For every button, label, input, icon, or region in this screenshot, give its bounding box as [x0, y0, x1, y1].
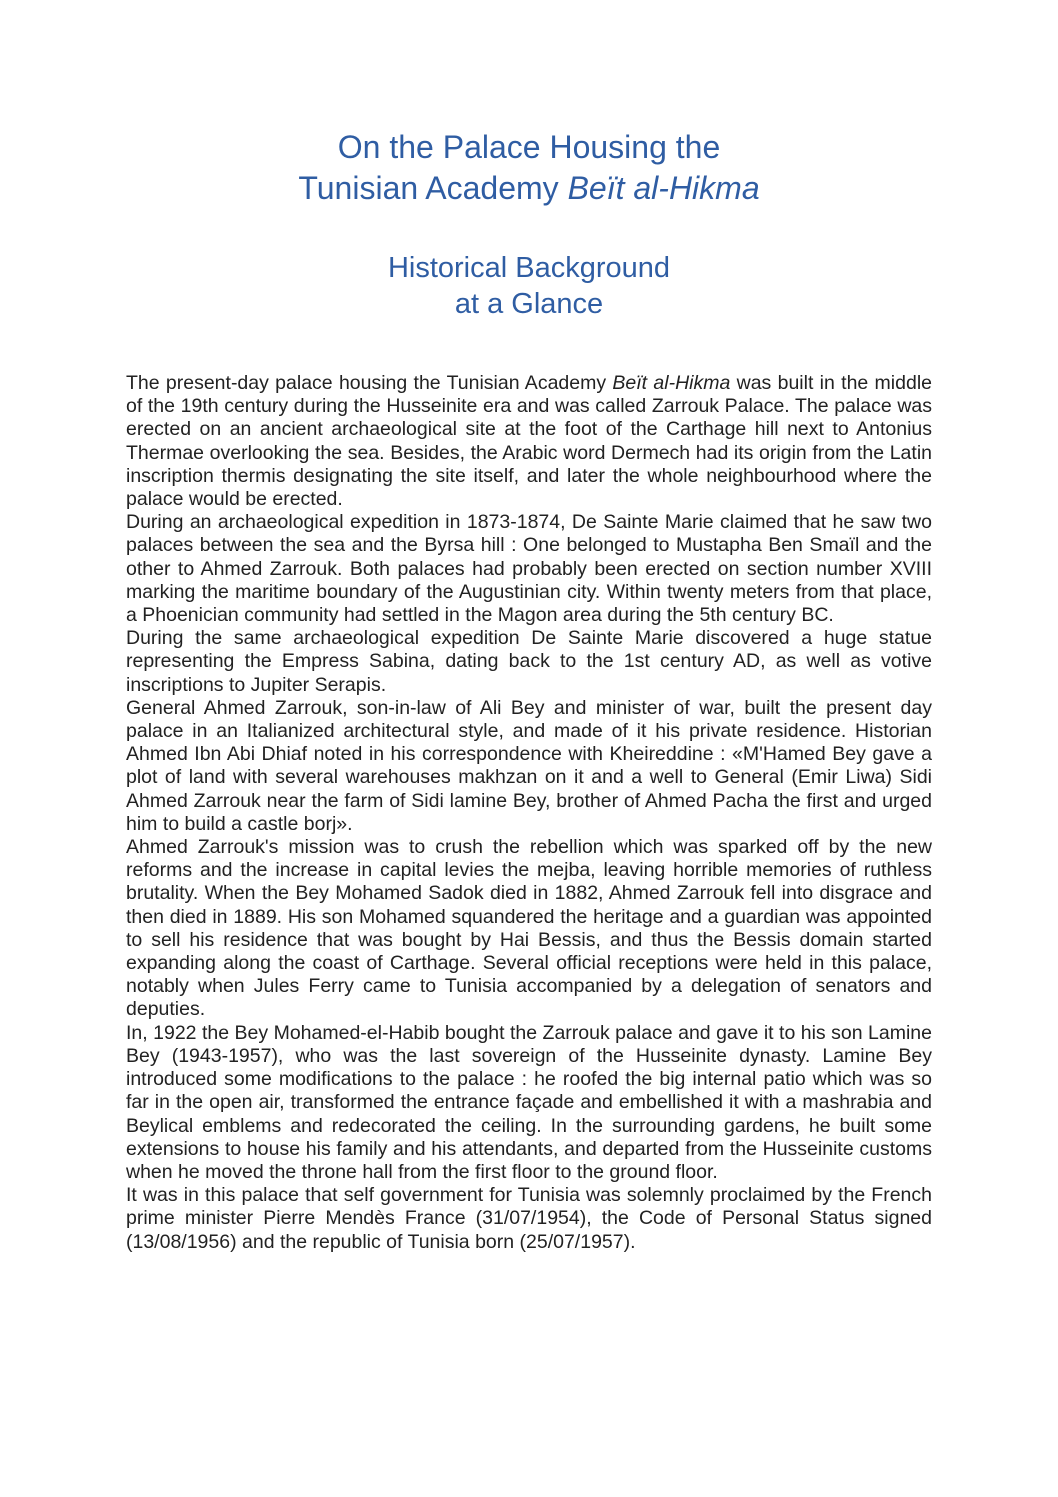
paragraph-2: During an archaeological expedition in 1873-1874, De Sainte Marie claimed that he saw two palaces between the sea and the Byrsa hill : One belonged to Mustapha Ben Smaïl and the other to Ahmed Zarrouk. Both palaces had probably been erected on section number XVIII marking the maritime boundary of the Augustinian city. Within twenty meters from that place, a Phoenician community had settled in the Magon area during the 5th century BC. — [126, 511, 932, 627]
paragraph-1-prefix: The present-day palace housing the Tunisian Academy — [126, 372, 613, 394]
document-body — [126, 372, 932, 1254]
title-italic-name: Beït al-Hikma — [567, 170, 760, 206]
paragraph-1 — [126, 372, 932, 511]
subtitle-line-1: Historical Background — [387, 252, 671, 284]
paragraph-4: General Ahmed Zarrouk, son-in-law of Ali Bey and minister of war, built the present day palace in an Italianized architectural style, and made of it his private residence. Historian Ahmed Ibn Abi Dhiaf noted in his correspondence with Kheireddine : «M'Hamed Bey gave a plot of land with several warehouses makhzan on it and a well to General (Emir Liwa) Sidi Ahmed Zarrouk near the farm of Sidi lamine Bey, brother of Ahmed Pacha the first and urged him to build a castle borj». — [126, 696, 932, 835]
paragraph-1-italic-name: Beït al-Hikma — [612, 372, 731, 394]
paragraph-6: In, 1922 the Bey Mohamed-el-Habib bought the Zarrouk palace and gave it to his son Lamine Bey (1943-1957), who was the last sovereign of the Husseinite dynasty. Lamine Bey introduced some modifications to the palace : he roofed the big internal patio which was so far in the open air, transformed the entrance façade and embellished it with a mashrabia and Beylical emblems and redecorated the ceiling. In the surrounding gardens, he built some extensions to house his family and his attendants, and departed from the Husseinite customs when he moved the throne hall from the first floor to the ground floor. — [126, 1021, 932, 1183]
paragraph-7: It was in this palace that self government for Tunisia was solemnly proclaimed by the French prime minister Pierre Mendès France (31/07/1954), the Code of Personal Status signed (13/08/1956) and the republic of Tunisia born (25/07/1957). — [126, 1184, 932, 1253]
title-line-2-prefix: Tunisian Academy — [298, 170, 568, 206]
document-title — [0, 127, 1058, 209]
paragraph-3: During the same archaeological expedition De Sainte Marie discovered a huge statue representing the Empress Sabina, dating back to the 1st century AD, as well as votive inscriptions to Jupiter Serapis. — [126, 627, 932, 696]
subtitle-line-2: at a Glance — [454, 288, 604, 320]
title-line-1: On the Palace Housing the — [337, 129, 721, 165]
paragraph-1-rest: was built in the middle of the 19th century during the Husseinite era and was called Zarrouk Palace. The palace was erected on an ancient archaeological site at the foot of the Carthage hill next to Antonius Thermae overlooking the sea. Besides, the Arabic word Dermech had its origin from the Latin inscription thermis designating the site itself, and later the whole neighbourhood where the palace would be erected. — [126, 372, 933, 511]
title-line-2 — [0, 168, 1058, 209]
document-subtitle — [0, 250, 1058, 322]
paragraph-5: Ahmed Zarrouk's mission was to crush the rebellion which was sparked off by the new reforms and the increase in capital levies the mejba, leaving horrible memories of ruthless brutality. When the Bey Mohamed Sadok died in 1882, Ahmed Zarrouk fell into disgrace and then died in 1889. His son Mohamed squandered the heritage and a guardian was appointed to sell his residence that was bought by Hai Bessis, and thus the Bessis domain started expanding along the coast of Carthage. Several official receptions were held in this palace, notably when Jules Ferry came to Tunisia accompanied by a delegation of senators and deputies. — [126, 836, 932, 1021]
